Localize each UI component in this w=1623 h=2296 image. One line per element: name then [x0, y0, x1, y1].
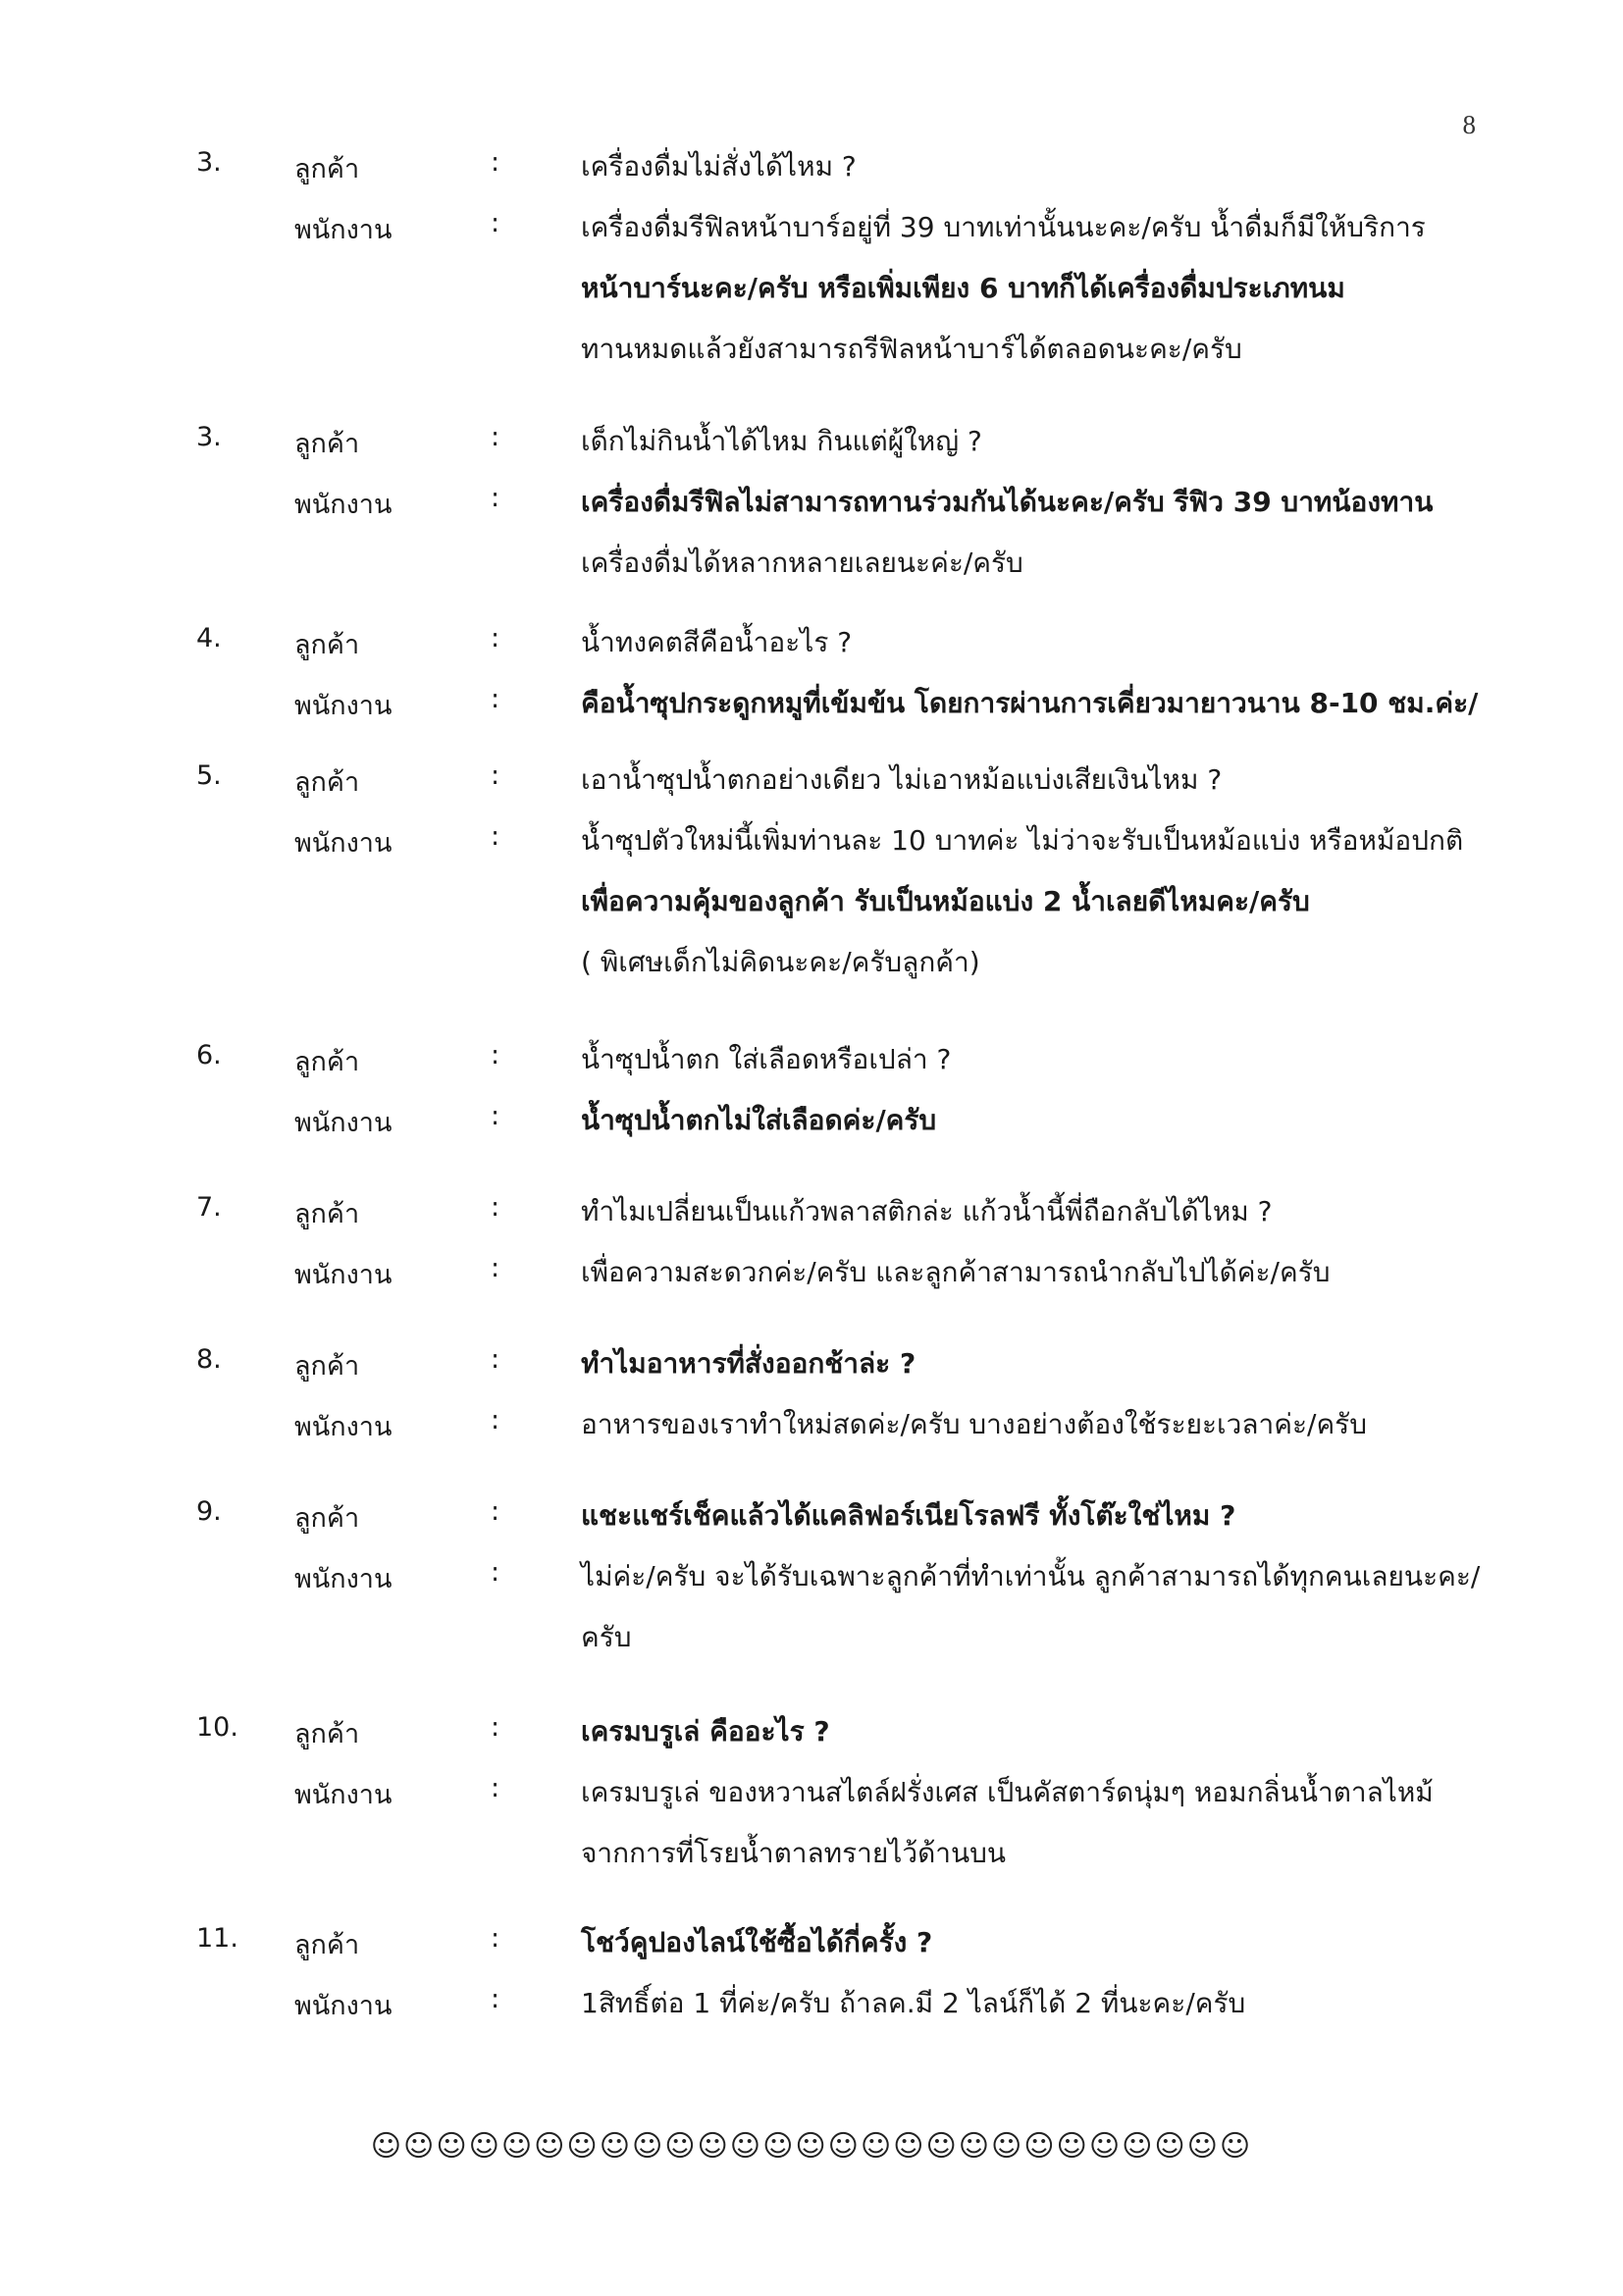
item-number: 9. — [196, 1496, 222, 1527]
question-line — [196, 1334, 1511, 1395]
colon: : — [491, 684, 500, 714]
page-number: 8 — [1462, 110, 1476, 139]
answer-line — [196, 320, 1511, 381]
question-line — [196, 613, 1511, 674]
qa-item — [196, 1702, 1511, 1885]
answer-line — [196, 198, 1511, 259]
staff-label: พนักงาน — [294, 490, 393, 520]
colon: : — [491, 1773, 500, 1803]
question-text: เครื่องดื่มไม่สั่งได้ไหม ? — [581, 150, 857, 183]
answer-line — [196, 1395, 1511, 1456]
answer-line — [196, 872, 1511, 933]
colon: : — [491, 483, 500, 513]
customer-label: ลูกค้า — [294, 1503, 360, 1534]
answer-text: น้ำซุปน้ำตกไม่ใส่เลือดค่ะ/ครับ — [581, 1104, 937, 1136]
colon: : — [491, 1712, 500, 1743]
answer-line — [196, 534, 1511, 595]
answer-text: เพื่อความสะดวกค่ะ/ครับ และลูกค้าสามารถนำกลับไปได้ค่ะ/ครับ — [581, 1256, 1331, 1288]
answer-text: อาหารของเราทำใหม่สดค่ะ/ครับ บางอย่างต้องใช้ระยะเวลาค่ะ/ครับ — [581, 1408, 1367, 1440]
question-text: น้ำทงคตสีคือน้ำอะไร ? — [581, 626, 853, 658]
colon: : — [491, 1101, 500, 1131]
answer-text: หน้าบาร์นะคะ/ครับ หรือเพิ่มเพียง 6 บาทก็ได้เครื่องดื่มประเภทนม — [581, 272, 1345, 304]
qa-item — [196, 412, 1511, 595]
answer-line — [196, 1763, 1511, 1824]
answer-text: 1สิทธิ์ต่อ 1 ที่ค่ะ/ครับ ถ้าลค.มี 2 ไลน์ก็ได้ 2 ที่นะคะ/ครับ — [581, 1987, 1246, 2019]
customer-label: ลูกค้า — [294, 1930, 360, 1960]
colon: : — [491, 1984, 500, 2014]
qa-item — [196, 1487, 1511, 1669]
colon: : — [491, 208, 500, 238]
customer-label: ลูกค้า — [294, 429, 360, 459]
staff-label: พนักงาน — [294, 215, 393, 245]
item-number: 4. — [196, 623, 222, 653]
qa-item — [196, 1030, 1511, 1152]
qa-item — [196, 1913, 1511, 2035]
answer-line — [196, 1608, 1511, 1669]
question-line — [196, 1030, 1511, 1091]
answer-line — [196, 1824, 1511, 1885]
customer-label: ลูกค้า — [294, 767, 360, 798]
question-text: เด็กไม่กินน้ำได้ไหม กินแต่ผู้ใหญ่ ? — [581, 425, 982, 457]
staff-label: พนักงาน — [294, 1564, 393, 1594]
answer-line — [196, 259, 1511, 320]
colon: : — [491, 422, 500, 452]
qa-item — [196, 1334, 1511, 1456]
item-number: 3. — [196, 422, 222, 452]
item-number: 7. — [196, 1192, 222, 1223]
answer-text: จากการที่โรยน้ำตาลทรายไว้ด้านบน — [581, 1837, 1007, 1869]
answer-text: ( พิเศษเด็กไม่คิดนะคะ/ครับลูกค้า) — [581, 946, 980, 978]
answer-line — [196, 1974, 1511, 2035]
question-line — [196, 1913, 1511, 1974]
colon: : — [491, 1557, 500, 1588]
item-number: 11. — [196, 1923, 238, 1954]
answer-text: คือน้ำซุปกระดูกหมูที่เข้มข้น โดยการผ่านการเคี่ยวมายาวนาน 8-10 ชม.ค่ะ/ — [581, 687, 1479, 719]
item-number: 8. — [196, 1344, 222, 1375]
item-number: 10. — [196, 1712, 238, 1743]
qa-item — [196, 751, 1511, 994]
staff-label: พนักงาน — [294, 828, 393, 859]
colon: : — [491, 1405, 500, 1435]
item-number: 6. — [196, 1040, 222, 1070]
staff-label: พนักงาน — [294, 1780, 393, 1810]
question-line — [196, 1702, 1511, 1763]
question-line — [196, 1487, 1511, 1547]
qa-item — [196, 137, 1511, 381]
answer-line — [196, 1091, 1511, 1152]
answer-line — [196, 473, 1511, 534]
colon: : — [491, 1040, 500, 1070]
question-line — [196, 751, 1511, 811]
customer-label: ลูกค้า — [294, 1719, 360, 1749]
question-line — [196, 137, 1511, 198]
colon: : — [491, 1192, 500, 1223]
question-line — [196, 1182, 1511, 1243]
staff-label: พนักงาน — [294, 1412, 393, 1442]
colon: : — [491, 1253, 500, 1283]
qa-item — [196, 1182, 1511, 1304]
item-number: 5. — [196, 760, 222, 791]
colon: : — [491, 623, 500, 653]
colon: : — [491, 760, 500, 791]
question-text: เอาน้ำซุปน้ำตกอย่างเดียว ไม่เอาหม้อแบ่งเสียเงินไหม ? — [581, 763, 1223, 796]
qa-item — [196, 613, 1511, 735]
colon: : — [491, 1496, 500, 1527]
answer-line — [196, 1547, 1511, 1608]
staff-label: พนักงาน — [294, 1108, 393, 1138]
question-text: ทำไมอาหารที่สั่งออกช้าล่ะ ? — [581, 1347, 916, 1380]
question-text: เครมบรูเล่ คืออะไร ? — [581, 1715, 830, 1748]
answer-line — [196, 811, 1511, 872]
footer-smiley-row: ☺☺☺☺☺☺☺☺☺☺☺☺☺☺☺☺☺☺☺☺☺☺☺☺☺☺☺ — [370, 2129, 1253, 2164]
question-text: แชะแชร์เช็คแล้วได้แคลิฟอร์เนียโรลฟรี ทั้งโต๊ะใช่ไหม ? — [581, 1499, 1236, 1532]
answer-text: ไม่ค่ะ/ครับ จะได้รับเฉพาะลูกค้าที่ทำเท่านั้น ลูกค้าสามารถได้ทุกคนเลยนะคะ/ — [581, 1560, 1481, 1592]
customer-label: ลูกค้า — [294, 630, 360, 660]
customer-label: ลูกค้า — [294, 1047, 360, 1077]
staff-label: พนักงาน — [294, 691, 393, 721]
colon: : — [491, 147, 500, 178]
answer-text: เครื่องดื่มรีฟิลหน้าบาร์อยู่ที่ 39 บาทเท่านั้นนะคะ/ครับ น้ำดื่มก็มีให้บริการ — [581, 211, 1426, 243]
answer-text: เครื่องดื่มได้หลากหลายเลยนะค่ะ/ครับ — [581, 547, 1023, 579]
answer-line — [196, 1243, 1511, 1304]
question-text: โชว์คูปองไลน์ใช้ซื้อได้กี่ครั้ง ? — [581, 1926, 933, 1958]
colon: : — [491, 1344, 500, 1375]
answer-text: น้ำซุปตัวใหม่นี้เพิ่มท่านละ 10 บาทค่ะ ไม่ว่าจะรับเป็นหม้อแบ่ง หรือหม้อปกติ — [581, 824, 1464, 857]
item-number: 3. — [196, 147, 222, 178]
question-line — [196, 412, 1511, 473]
answer-line — [196, 933, 1511, 994]
customer-label: ลูกค้า — [294, 1351, 360, 1382]
answer-text: เพื่อความคุ้มของลูกค้า รับเป็นหม้อแบ่ง 2 น้ำเลยดีไหมคะ/ครับ — [581, 885, 1310, 917]
staff-label: พนักงาน — [294, 1260, 393, 1290]
answer-text: เครื่องดื่มรีฟิลไม่สามารถทานร่วมกันได้นะคะ/ครับ รีฟิว 39 บาทน้องทาน — [581, 486, 1434, 518]
customer-label: ลูกค้า — [294, 154, 360, 184]
staff-label: พนักงาน — [294, 1991, 393, 2021]
question-text: ทำไมเปลี่ยนเป็นแก้วพลาสติกล่ะ แก้วน้ำนี้พี่ถือกลับได้ไหม ? — [581, 1195, 1273, 1227]
answer-line — [196, 674, 1511, 735]
colon: : — [491, 821, 500, 852]
answer-text: ทานหมดแล้วยังสามารถรีฟิลหน้าบาร์ได้ตลอดนะคะ/ครับ — [581, 333, 1242, 365]
answer-text: ครับ — [581, 1621, 632, 1653]
customer-label: ลูกค้า — [294, 1199, 360, 1229]
colon: : — [491, 1923, 500, 1954]
question-text: น้ำซุปน้ำตก ใส่เลือดหรือเปล่า ? — [581, 1043, 952, 1075]
answer-text: เครมบรูเล่ ของหวานสไตล์ฝรั่งเศส เป็นคัสตาร์ดนุ่มๆ หอมกลิ่นน้ำตาลไหม้ — [581, 1776, 1434, 1808]
